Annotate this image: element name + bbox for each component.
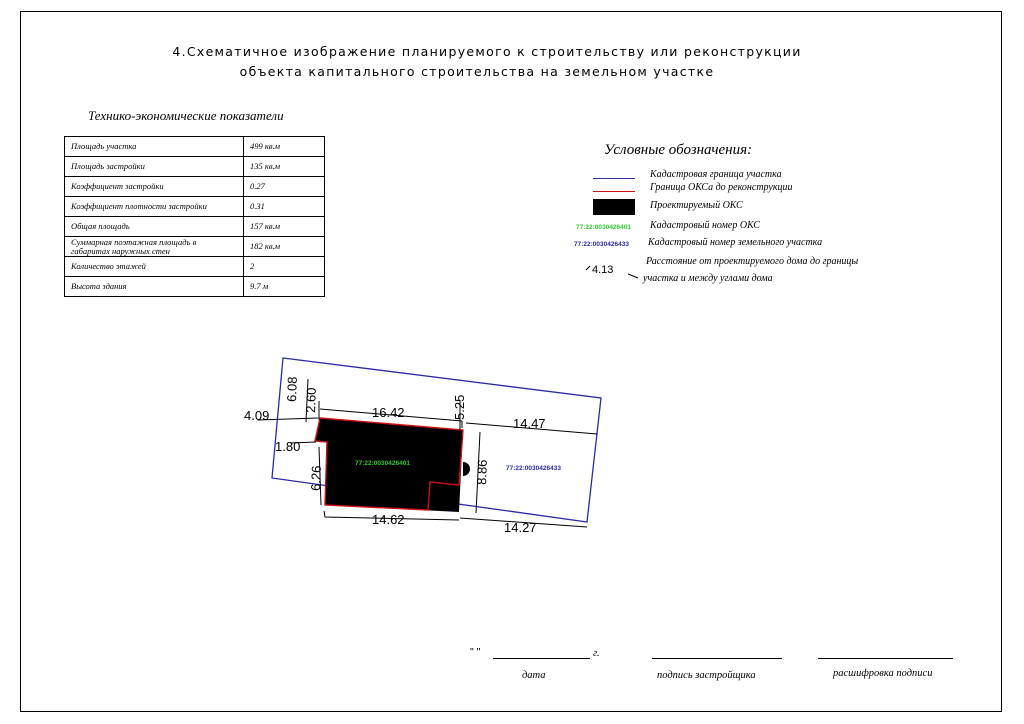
indicators-title: Технико-экономические показатели: [88, 108, 284, 123]
dim-6-08: 6.08: [284, 376, 300, 403]
indicator-name: Площадь застройки: [65, 157, 244, 177]
dim-14-27: 14.27: [504, 520, 537, 535]
plan-oks-number: 77:22:0030426401: [355, 460, 410, 467]
indicator-name: Коэффициент плотности застройки: [65, 197, 244, 217]
signature-line: [652, 658, 782, 659]
date-line: [493, 658, 590, 659]
indicator-name: Общая площадь: [65, 217, 244, 237]
legend-planned-oks: Проектируемый ОКС: [650, 200, 743, 211]
legend-oks-boundary: Граница ОКСа до реконструкции: [650, 182, 793, 193]
indicator-name: Суммарная поэтажная площадь в габаритах наружных стен: [65, 237, 244, 257]
dim-16-42: 16.42: [372, 405, 405, 420]
dim-14-62: 14.62: [372, 512, 405, 527]
indicator-name: Высота здания: [65, 277, 244, 297]
indicator-value: 9.7 м: [244, 277, 325, 297]
indicator-value: 182 кв.м: [244, 237, 325, 257]
dim-2-60: 2.60: [303, 387, 319, 414]
indicator-name: Количество этажей: [65, 257, 244, 277]
drawing-title-line1: 4.Схематичное изображение планируемого к строительству или реконструкции: [172, 44, 802, 59]
plan-land-number: 77:22:0030426433: [506, 465, 561, 472]
dim-14-47: 14.47: [513, 416, 546, 431]
signature-label: подпись застройщика: [657, 670, 756, 681]
legend-distance-line2: участка и между углами дома: [643, 273, 773, 284]
dim-4-09: 4.09: [244, 408, 270, 423]
dim-8-86: 8.86: [474, 459, 490, 486]
legend-cadastral-boundary: Кадастровая граница участка: [650, 169, 782, 180]
legend-oks-number: Кадастровый номер ОКС: [650, 220, 760, 231]
indicator-value: 135 кв.м: [244, 157, 325, 177]
land-number-sample: 77:22:0030426433: [574, 241, 629, 248]
dim-5-25: 5.25: [452, 394, 467, 420]
indicator-value: 499 кв.м: [244, 137, 325, 157]
indicator-value: 0.27: [244, 177, 325, 197]
date-label: дата: [522, 670, 546, 681]
oks-number-sample: 77:22:0030426401: [576, 224, 631, 231]
decoding-label: расшифровка подписи: [833, 668, 933, 679]
distance-sample-label: 4.13: [592, 264, 614, 276]
legend-distance-line1: Расстояние от проектируемого дома до границы: [646, 256, 859, 267]
legend-land-number: Кадастровый номер земельного участка: [648, 237, 823, 248]
year-suffix: г.: [593, 648, 600, 659]
dim-6-26: 6.26: [308, 465, 324, 492]
indicator-name: Коэффициент застройки: [65, 177, 244, 197]
date-quotes: " ": [470, 646, 481, 658]
legend-title: Условные обозначения:: [604, 142, 753, 158]
drawing-title-line2: объекта капитального строительства на земельном участке: [239, 64, 715, 79]
indicator-value: 157 кв.м: [244, 217, 325, 237]
dim-1-80: 1.80: [275, 439, 301, 454]
bay-window: [463, 462, 470, 476]
indicator-value: 0.31: [244, 197, 325, 217]
indicator-value: 2: [244, 257, 325, 277]
decoding-line: [818, 658, 953, 659]
indicator-name: Площадь участка: [65, 137, 244, 157]
